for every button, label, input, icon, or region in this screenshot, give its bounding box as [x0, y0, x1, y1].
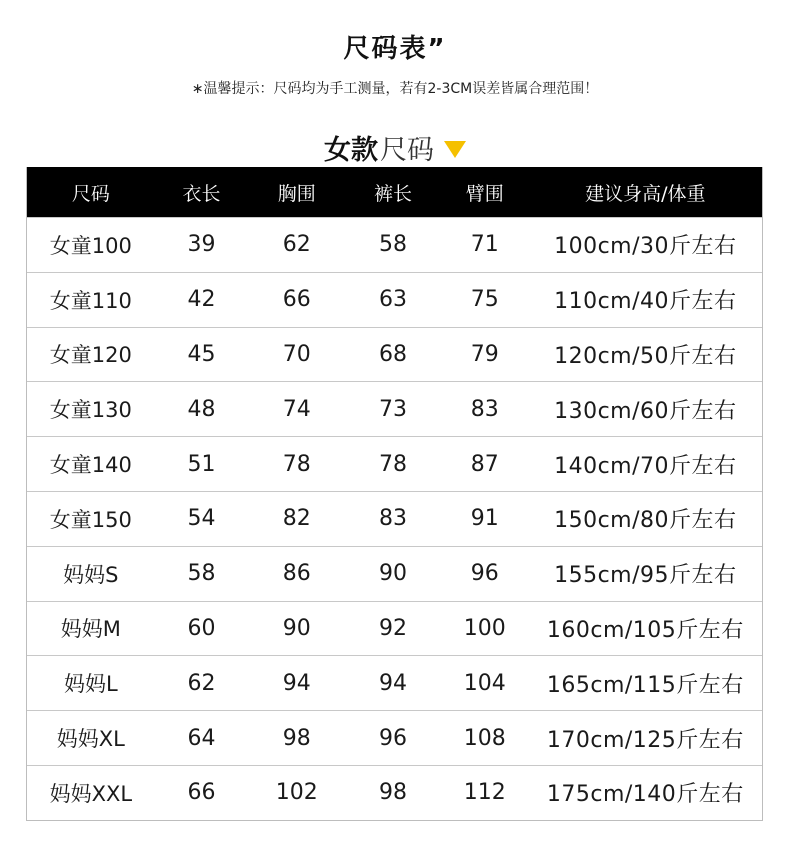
cell-height-weight: 170cm/125斤左右 [546, 727, 744, 753]
table-row [27, 601, 762, 656]
cell-arm: 112 [463, 780, 506, 806]
table-row [27, 327, 762, 382]
cell-pants: 68 [379, 341, 407, 367]
cell-size: 妈妈M [60, 617, 121, 642]
cell-arm: 96 [470, 561, 499, 587]
cell-height-weight: 140cm/70斤左右 [554, 453, 737, 479]
cell-pants: 78 [379, 451, 407, 477]
cell-chest: 86 [282, 561, 311, 587]
cell-arm: 75 [470, 287, 499, 313]
cell-pants: 73 [379, 396, 407, 422]
cell-chest: 94 [282, 670, 311, 696]
size-table [26, 167, 763, 821]
column-header-height-weight: 建议身高/体重 [585, 182, 706, 205]
cell-arm: 87 [470, 451, 499, 477]
cell-arm: 91 [470, 506, 499, 532]
cell-size: 妈妈S [63, 562, 119, 587]
cell-pants: 98 [379, 780, 407, 806]
table-row [27, 381, 762, 436]
cell-pants: 96 [379, 725, 407, 751]
cell-chest: 66 [282, 287, 311, 313]
cell-size: 妈妈XL [56, 727, 125, 752]
cell-height-weight: 110cm/40斤左右 [554, 289, 737, 315]
cell-chest: 70 [282, 341, 311, 367]
cell-height-weight: 120cm/50斤左右 [554, 343, 737, 369]
table-row [27, 217, 762, 272]
cell-chest: 78 [282, 451, 311, 477]
cell-chest: 90 [282, 615, 311, 641]
cell-length: 45 [187, 341, 216, 367]
cell-length: 51 [187, 451, 216, 477]
table-row [27, 655, 762, 710]
cell-height-weight: 165cm/115斤左右 [546, 672, 744, 698]
cell-size: 妈妈L [63, 672, 118, 697]
cell-chest: 102 [275, 780, 318, 806]
cell-arm: 71 [470, 232, 499, 258]
cell-arm: 79 [470, 341, 499, 367]
cell-pants: 83 [379, 506, 407, 532]
page-title: 尺码表” [343, 34, 447, 64]
table-body [27, 217, 762, 820]
table-row [27, 710, 762, 765]
table-row [27, 272, 762, 327]
table-header [27, 167, 762, 217]
cell-arm: 100 [463, 615, 506, 641]
table-row [27, 546, 762, 601]
cell-arm: 108 [463, 725, 506, 751]
cell-arm: 104 [463, 670, 506, 696]
cell-size: 女童110 [49, 288, 132, 313]
cell-pants: 58 [379, 232, 407, 258]
cell-size: 女童130 [49, 398, 132, 423]
cell-chest: 74 [282, 396, 311, 422]
triangle-down-icon [444, 141, 466, 158]
cell-pants: 63 [379, 287, 407, 313]
column-header-pants: 裤长 [374, 182, 413, 205]
cell-length: 60 [187, 615, 216, 641]
section-heading-bold: 女款 [324, 135, 378, 166]
cell-length: 66 [187, 780, 216, 806]
cell-length: 39 [187, 232, 216, 258]
cell-height-weight: 175cm/140斤左右 [546, 782, 744, 808]
column-header-arm: 臂围 [465, 182, 504, 205]
cell-height-weight: 155cm/95斤左右 [554, 563, 737, 589]
size-notice: ∗温馨提示：尺码均为手工测量，若有2-3CM误差皆属合理范围！ [191, 81, 599, 97]
cell-length: 48 [187, 396, 216, 422]
table-row [27, 765, 762, 820]
cell-length: 54 [187, 506, 216, 532]
cell-height-weight: 100cm/30斤左右 [554, 234, 737, 260]
cell-size: 妈妈XXL [49, 781, 133, 806]
section-heading-light: 尺码 [380, 135, 434, 166]
cell-height-weight: 150cm/80斤左右 [554, 508, 737, 534]
table-row [27, 436, 762, 491]
column-header-length: 衣长 [182, 182, 221, 205]
cell-length: 64 [187, 725, 216, 751]
cell-arm: 83 [470, 396, 499, 422]
cell-size: 女童140 [49, 453, 132, 478]
table-row [27, 491, 762, 546]
cell-length: 42 [187, 287, 216, 313]
cell-chest: 98 [282, 725, 311, 751]
cell-pants: 90 [379, 561, 407, 587]
cell-chest: 82 [282, 506, 311, 532]
cell-height-weight: 130cm/60斤左右 [554, 398, 737, 424]
cell-size: 女童150 [49, 507, 132, 532]
cell-chest: 62 [282, 232, 311, 258]
cell-length: 62 [187, 670, 216, 696]
column-header-size: 尺码 [71, 182, 110, 205]
cell-pants: 94 [379, 670, 407, 696]
cell-pants: 92 [379, 615, 407, 641]
column-header-chest: 胸围 [277, 182, 316, 205]
cell-length: 58 [187, 561, 216, 587]
cell-size: 女童120 [49, 343, 132, 368]
section-heading [0, 128, 790, 167]
cell-size: 女童100 [49, 233, 132, 258]
cell-height-weight: 160cm/105斤左右 [546, 617, 744, 643]
